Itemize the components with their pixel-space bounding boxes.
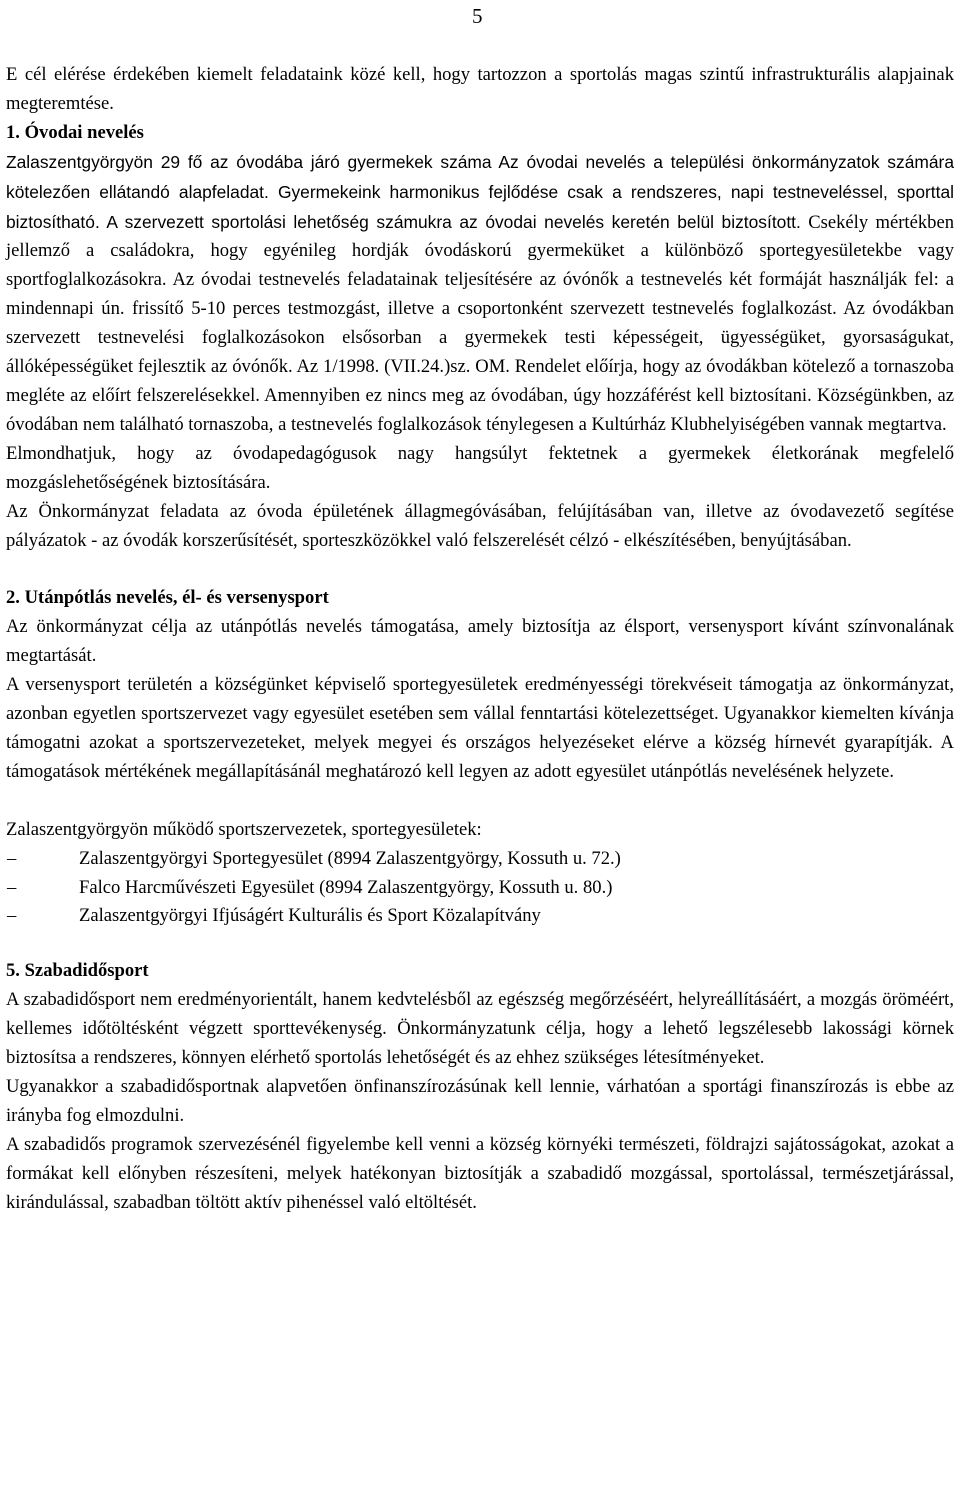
intro-paragraph: E cél elérése érdekében kiemelt feladataink közé kell, hogy tartozzon a sportolás magas szintű infrastrukturális alapjainak megteremtése. [6, 64, 954, 114]
spacer [6, 931, 954, 957]
spacer [6, 787, 954, 816]
dash-bullet: – [7, 905, 17, 927]
section-1-sans-text: Zalaszentgyörgyön 29 fő az óvodába járó gyermekek száma Az óvodai nevelés a települési önkormányzatok számára kötelezően ellátandó alapfeladat. Gyermekeink harmonikus fejlődése csak a rendszeres, napi testneveléssel, sporttal biztosítható. A szervezett sportolási lehetőség számukra az óvodai nevelés keretén belül biztosított. [6, 151, 954, 232]
section-2-paragraph-1: Az önkormányzat célja az utánpótlás nevelés támogatása, amely biztosítja az élsport, versenysport kívánt színvonalának megtartását. [6, 616, 954, 667]
list-item [6, 874, 954, 903]
orgs-intro: Zalaszentgyörgyön működő sportszervezetek, sportegyesületek: [6, 818, 482, 840]
list-item [6, 845, 954, 874]
section-2-paragraph-2: A versenysport területén a községünket képviselő sportegyesületek eredményességi törekvéseit támogatja az önkormányzat, azonban egyetlen sportszervezet vagy egyesület esetében sem vállal fenntartási kötelezettséget. Ugyanakkor kiemelten kívánja támogatni azokat a sportszervezeteket, melyek megyei és országos helyezéseket elérve a község hírnevét gyarapítják. A támogatások mértékének megállapításánál meghatározó kell legyen az adott egyesület utánpótlás nevelésének helyzete. [6, 674, 954, 782]
dash-bullet: – [7, 876, 17, 898]
page-number: 5 [472, 4, 483, 28]
section-1-paragraph-2: Elmondhatjuk, hogy az óvodapedagógusok nagy hangsúlyt fektetnek a gyermekek életkorának megfelelő mozgáslehetőségének biztosítására. [6, 442, 954, 493]
spacer [6, 555, 954, 584]
document-body [6, 61, 954, 1218]
section-5-heading: 5. Szabadidősport [6, 960, 149, 982]
section-2-heading: 2. Utánpótlás nevelés, él- és versenysport [6, 587, 329, 609]
section-5-paragraph-2: Ugyanakkor a szabadidősportnak alapvetően önfinanszírozásúnak kell lennie, várhatóan a sportági finanszírozás is ebbe az irányba fog elmozdulni. [6, 1076, 954, 1126]
orgs-list [6, 845, 954, 932]
section-1-paragraph [6, 148, 954, 440]
list-item [6, 902, 954, 931]
section-5-paragraph-3: A szabadidős programok szervezésénél figyelembe kell venni a község környéki természeti, földrajzi sajátosságokat, azokat a formákat kell előnyben részesíteni, melyek hatékonyan biztosítják a szabadidő mozgással, sportolással, természetjárással, kirándulással, szabadban töltött aktív pihenéssel való eltöltését. [6, 1133, 954, 1213]
org-name: Falco Harcművészeti Egyesület (8994 Zalaszentgyörgy, Kossuth u. 80.) [79, 876, 613, 898]
section-1-serif-text: Csekély mértékben jellemző a családokra, hogy egyénileg hordják óvodáskorú gyermeküket a különböző sportegyesületekbe vagy sportfoglalkozásokra. Az óvodai testnevelés feladatainak teljesítésére az óvónők a testnevelés két formáját használják fel: a mindennapi ún. frissítő 5-10 perces testmozgást, illetve a csoportonként szervezett testnevelés foglalkozást. Az óvodákban szervezett testnevelési foglalkozásokon elsősorban a gyermekek testi képességeit, ügyességüket, gyorsaságukat, állóképességüket fejlesztik az óvónők. Az 1/1998. (VII.24.)sz. OM. Rendelet előírja, hogy az óvodákban kötelező a tornaszoba megléte az előírt felszerelésekkel. Amennyiben ez nincs meg az óvodában, úgy hozzáférést kell biztosítani. Községünkben, az óvodában nem található tornaszoba, a testnevelés foglalkozások ténylegesen a Kultúrház Klubhelyiségében vannak megtartva. [6, 211, 954, 435]
section-5-paragraph-1: A szabadidősport nem eredményorientált, hanem kedvtelésből az egészség megőrzéséért, helyreállításáért, a mozgás öröméért, kellemes időtöltésként végzett sporttevékenység. Önkormányzatunk célja, hogy a lehető legszélesebb lakossági körnek biztosítsa a rendszeres, könnyen elérhető sportolás lehetőségét és az ehhez szükséges létesítményeket. [6, 989, 954, 1069]
dash-bullet: – [7, 847, 17, 869]
org-name: Zalaszentgyörgyi Sportegyesület (8994 Zalaszentgyörgy, Kossuth u. 72.) [79, 847, 621, 869]
org-name: Zalaszentgyörgyi Ifjúságért Kulturális és Sport Közalapítvány [79, 905, 541, 927]
section-1-heading: 1. Óvodai nevelés [6, 121, 144, 143]
section-1-paragraph-3: Az Önkormányzat feladata az óvoda épületének állagmegóvásában, felújításában van, illetve az óvodavezető segítése pályázatok - az óvodák korszerűsítését, sporteszközökkel való felszerelését célzó - elkészítésében, benyújtásában. [6, 500, 954, 551]
